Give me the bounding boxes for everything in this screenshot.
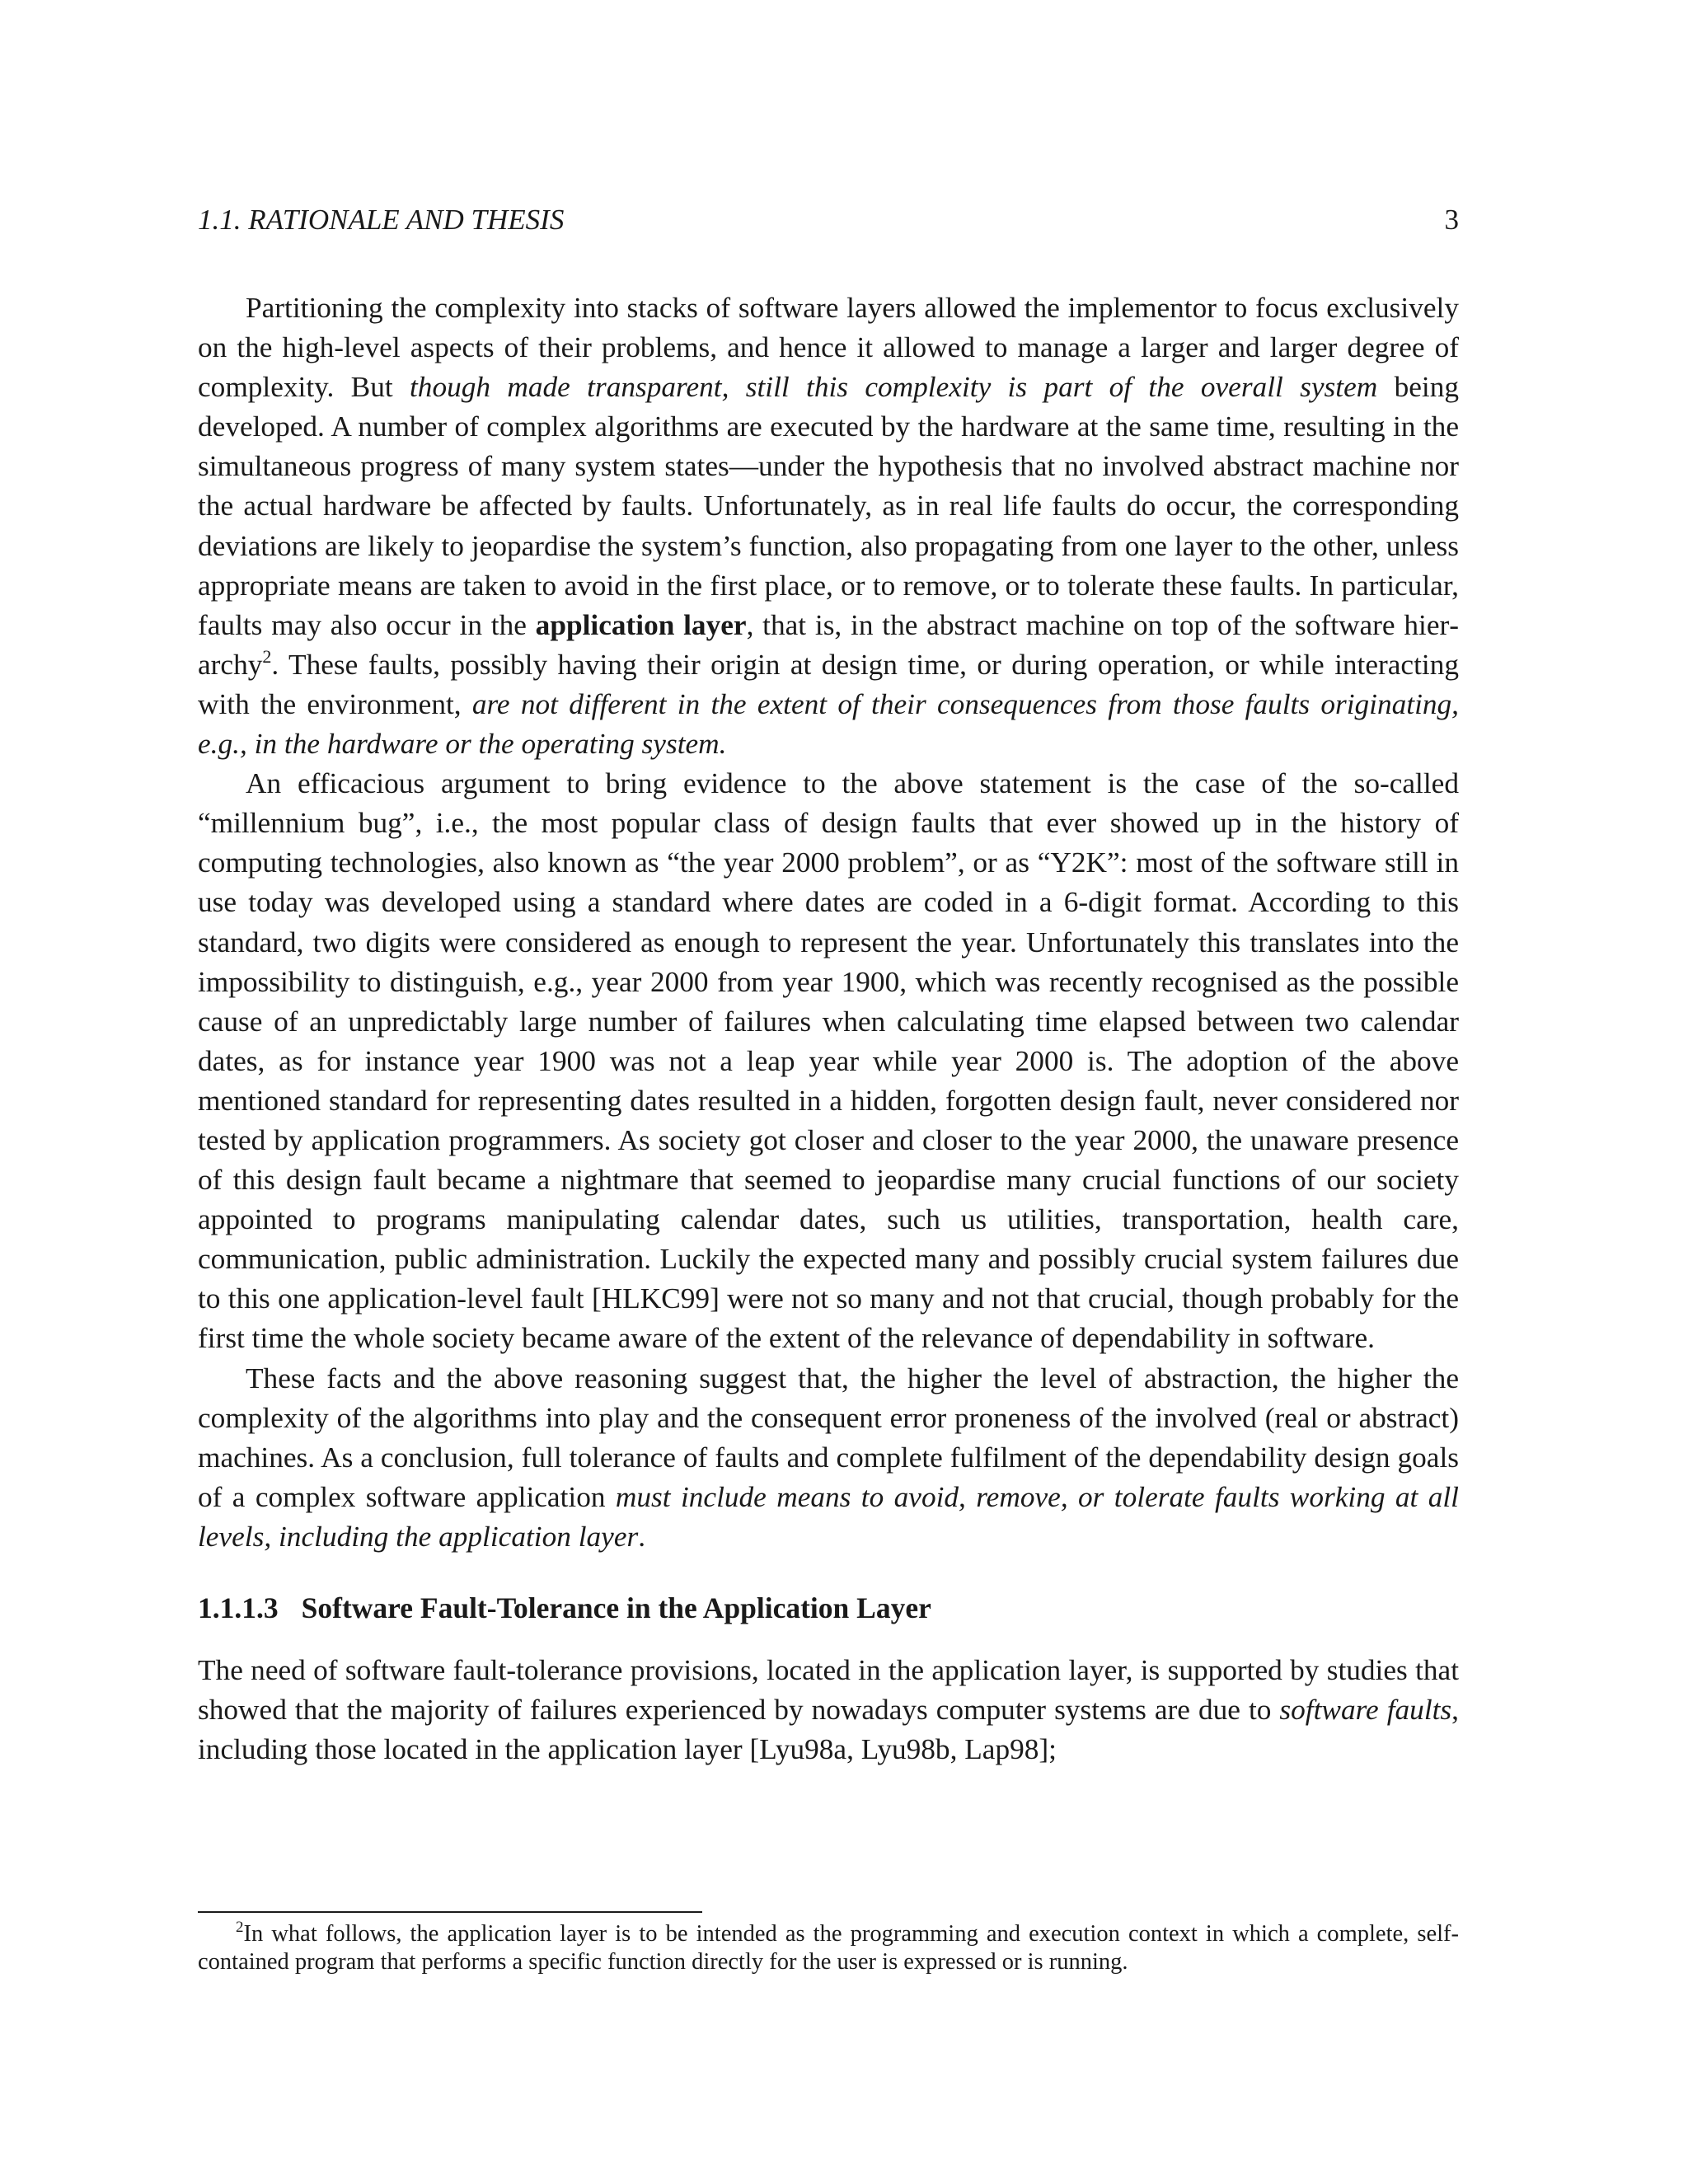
p1-text-e: , that is, in the abstract machine on top of the software hierarchy (198, 608, 1459, 681)
footnote-divider (198, 1911, 702, 1913)
paragraph-1 (198, 288, 1459, 764)
p3-text-c: . (638, 1520, 646, 1553)
paragraph-4 (198, 1651, 1459, 1769)
footnote-mark: 2 (236, 1919, 244, 1936)
p1-bold-application-layer: application layer (535, 608, 747, 641)
p1-emphasis-1: though made transparent, still this complexity is part of the overall system (410, 371, 1378, 404)
p1-text-f: . These faults, possibly having their origin at design time, or during operation, or while interacting with the environment, (198, 648, 1459, 720)
footnote-paragraph (198, 1920, 1459, 1976)
p1-emphasis-2: are not different in the extent of their consequences from those faults originating, e.g., in the hardware or the operating system. (198, 687, 1460, 761)
p1-text-a: Partitioning the complexity into stacks of software layers allowed the implementor to focus exclusively on the high-level aspects of their problems, and hence it allowed to manage a larger and larger degree of complexity. But (198, 292, 1459, 404)
running-head-title: 1.1. RATIONALE AND THESIS (198, 204, 565, 236)
footnote (198, 1920, 1459, 1976)
p4-text-a: The need of software fault-tolerance provisions, located in the application layer, is supported by studies that showed that the majority of failures experienced by nowadays computer systems are due to (198, 1654, 1459, 1727)
footnote-reference-2[interactable]: 2 (262, 645, 272, 667)
footnote-text: In what follows, the application layer is to be intended as the programming and execution context in which a complete, self-contained program that performs a specific function directly for the user is expressed or is running. (198, 1921, 1459, 1975)
section-number: 1.1.1.3 (198, 1591, 279, 1624)
p3-text-a: These facts and the above reasoning suggest that, the higher the level of abstraction, the higher the complexity of the algorithms into play and the consequent error proneness of the involved (real or abstract) machines. As a conclusion, full tolerance of faults and complete fulfilment of the dependability design goals of a complex software application (198, 1361, 1459, 1513)
body-text (198, 288, 1459, 1769)
section-title: Software Fault-Tolerance in the Application Layer (301, 1591, 931, 1624)
p1-text-c: being developed. A number of complex algorithms are executed by the hardware at the same time, resulting in the simultaneous progress of many system states—under the hypothesis that no involved abstract machine nor the actual hardware be affected by faults. Unfortunately, as in real life faults do occur, the corresponding deviations are likely to jeopardise the system’s function, also propagating from one layer to the other, unless appropriate means are taken to avoid in the first place, or to remove, or to tolerate these faults. In particular, faults may also occur in the (198, 371, 1459, 641)
page-number: 3 (1444, 204, 1459, 236)
p4-text-c: , including those located in the application layer [Lyu98a, Lyu98b, Lap98]; (198, 1694, 1459, 1766)
p3-emphasis: must include means to avoid, remove, or tolerate faults working at all levels, including the application layer (198, 1480, 1459, 1553)
paragraph-3 (198, 1359, 1459, 1557)
p4-emphasis: software faults (1279, 1694, 1452, 1727)
paragraph-2: An efficacious argument to bring evidence to the above statement is the case of the so-called “millennium bug”, i.e., the most popular class of design faults that ever showed up in the history of computing technologies, also known as “the year 2000 problem”, or as “Y2K”: most of the software still in use today was developed using a standard where dates are coded in a 6-digit format. According to this standard, two digits were considered as enough to represent the year. Unfortunately this translates into the impossibility to distinguish, e.g., year 2000 from year 1900, which was recently recognised as the possible cause of an unpredictably large number of failures when calculating time elapsed between two calendar dates, as for instance year 1900 was not a leap year while year 2000 is. The adoption of the above mentioned standard for representing dates resulted in a hidden, forgotten design fault, never considered nor tested by application programmers. As society got closer and closer to the year 2000, the unaware presence of this design fault became a nightmare that seemed to jeopardise many crucial functions of our society appointed to programs manipulating calendar dates, such us utilities, transportation, health care, communication, public administration. Luckily the expected many and possibly crucial system failures due to this one application-level fault [HLKC99] were not so many and not that crucial, though probably for the first time the whole society became aware of the extent of the relevance of dependability in software. (198, 767, 1459, 1355)
section-heading (198, 1590, 1459, 1626)
